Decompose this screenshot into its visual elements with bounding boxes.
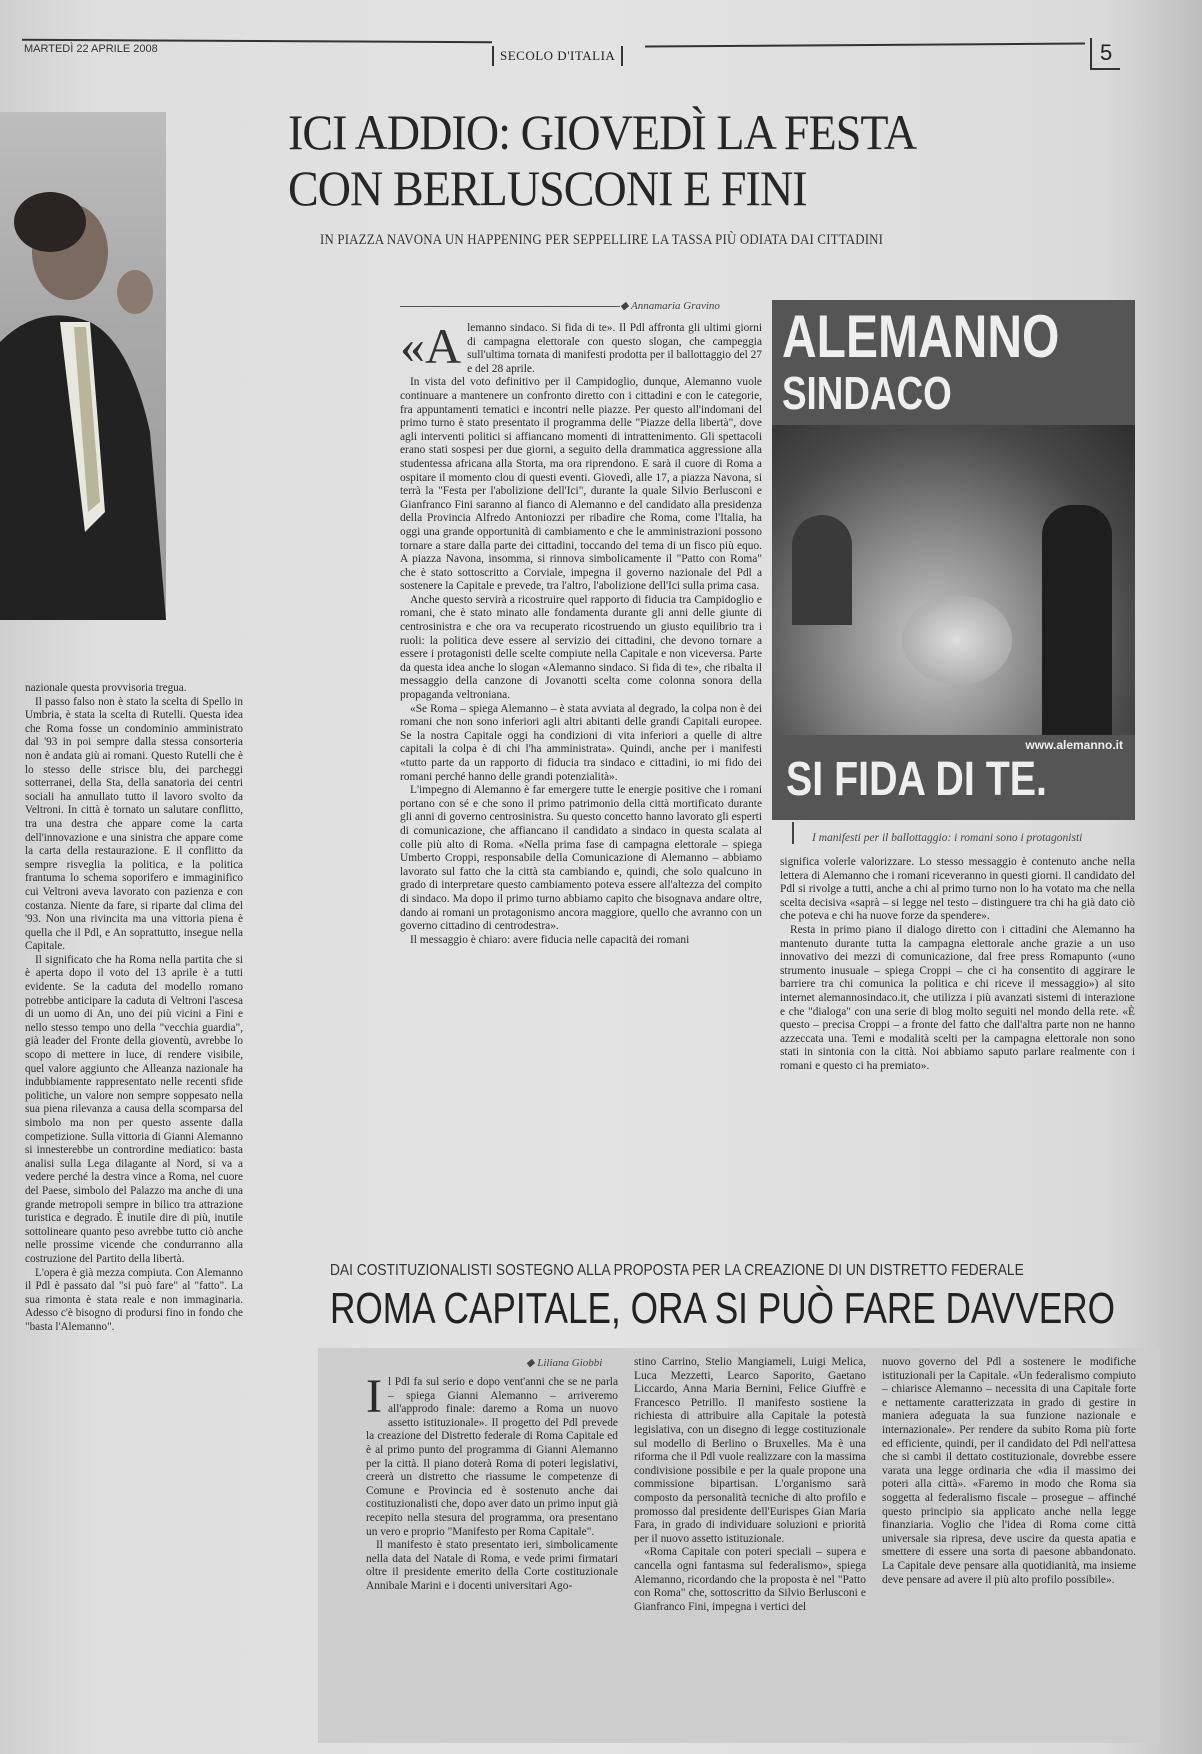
- paragraph: «Se Roma – spiega Alemanno – è stata avviata al degrado, la colpa non è dei romani che non sono inferiori agli altri abitanti delle grandi Capitali europee. Se la nostra Capitale oggi ha condizioni di vita inferiori a quelle di altre capitali la colpa è di chi l'ha amministrata». Quindi, anche per i manifesti «tutto parte da un rapporto di fiducia tra sindaco e cittadini, io mi fido dei romani perché hanno delle grandi potenzialità».: [400, 702, 762, 783]
- masthead-rule-right: [645, 42, 1085, 47]
- dropcap: I: [366, 1370, 382, 1423]
- poster-photo: [772, 425, 1135, 735]
- article1-column2: [780, 856, 1135, 1074]
- byline-rule: [400, 306, 620, 307]
- caption-bar: [792, 822, 794, 844]
- paragraph: Resta in primo piano il dialogo diretto con i cittadini che Alemanno ha mantenuto durante tutta la campagna elettorale anche grazie a un uso innovativo dei mezzi di comunicazione, dal free press Romapunto («uno strumento inusuale – spiega Croppi – che ci ha consentito di aggirare le barriere tra chi comunica la politica e chi riceve il messaggio») al sito internet alemannosindaco.it, che utilizza i più avanzati sistemi di interazione e che "dialoga" con una serie di blog molto seguiti nel mondo della rete. «È questo – precisa Croppi – a fronte del fatto che dall'altra parte non ne hanno azzeccata una. Temi e modalità scelti per la campagna elettorale non sono stati in sintonia con la città. Noi abbiamo saputo parlare realmente con i romani e questo ci ha premiato».: [780, 923, 1135, 1072]
- paragraph: L'impegno di Alemanno è far emergere tutte le energie positive che i romani portano con sé e che sono il primo patrimonio della città mortificato durante gli anni di governo centrosinistra. Su questo concetto hanno lavorato gli esperti di comunicazione, che affiancano il candidato a sindaco in questa scalata al colle più alto di Roma. «Nella prima fase di campagna elettorale – spiega Umberto Croppi, responsabile della Comunicazione di Alemanno – abbiamo lavorato sul fatto che la città sta cambiando e, quindi, che solo qualcuno in grado di interpretare questo cambiamento poteva essere all'altezza del compito di sindaco. Ma dopo il primo turno abbiamo capito che bisognava andare oltre, dando ai romani un protagonismo ancora maggiore, quello che avranno con un governo cittadino di centrodestra».: [400, 784, 762, 933]
- article1-column1: [400, 318, 762, 947]
- left-column-article: [25, 682, 243, 1335]
- article2-kicker: DAI COSTITUZIONALISTI SOSTEGNO ALLA PROPOSTA PER LA CREAZIONE DI UN DISTRETTO FEDERALE: [330, 1262, 1024, 1279]
- paragraph: significa volerle valorizzare. Lo stesso messaggio è contenuto anche nella lettera di Alemanno che i romani riceveranno in questi giorni. Il candidato del Pdl si rivolge a tutti, anche a chi al primo turno non lo ha votato ma che nella scelta decisiva «saprà – si legge nel testo – distinguere tra chi ha già dato ciò che poteva e chi ha nuove forze da spendere».: [780, 856, 1135, 923]
- paragraph: l Pdl fa sul serio e dopo vent'anni che se ne parla – spiega Gianni Alemanno – arriveremo all'approdo finale: daremo a Roma un nuovo assetto istituzionale». Il progetto del Pdl prevede la creazione del Distretto federale di Roma Capitale ed è al primo punto del programma di Gianni Alemanno per la città. Il piano doterà Roma di poteri legislativi, creerà un distretto che riassume le competenze di Comune e Provincia ed è sostenuto anche dai costituzionalisti che, dopo aver dato un primo input già recepito nella stesura del programma, ora presentano un vero e proprio "Manifesto per Roma Capitale".: [366, 1376, 618, 1538]
- main-subhead: IN PIAZZA NAVONA UN HAPPENING PER SEPPELLIRE LA TASSA PIÙ ODIATA DAI CITTADINI: [320, 232, 884, 248]
- byline-author: Annamaria Gravino: [631, 300, 720, 312]
- dropcap: «A: [400, 318, 462, 374]
- paragraph: Il manifesto è stato presentato ieri, simbolicamente nella data del Natale di Roma, e vede primi firmatari oltre il presidente emerito della Corte costituzionale Annibale Marini e i docenti universitari Ago-: [366, 1539, 618, 1592]
- paragraph: lemanno sindaco. Si fida di te». Il Pdl affronta gli ultimi giorni di campagna elettorale con questo slogan, che campeggia sull'ultima tornata di manifesti prodotta per il ballottaggio del 27 e del 28 aprile.: [467, 322, 762, 375]
- article2-column1: [366, 1370, 618, 1594]
- byline-author: Liliana Giobbi: [537, 1357, 603, 1369]
- paragraph: stino Carrino, Stelio Mangiameli, Luigi Melica, Luca Mezzetti, Learco Saporito, Gaetano Liccardo, Anna Maria Bernini, Felice Giuffrè e Francesco Petrillo. Il manifesto sostiene la richiesta di attribuire alla Capitale la potestà legislativa, con un disegno di legge costituzionale sul modello di Berlino o Bruxelles. Ma è una riforma che il Pdl vuole realizzare con la massima condivisione possibile e per la quale propone una commissione bipartisan. L'organismo sarà composto da personalità tecniche di alto profilo e promosso dal presidente dell'Eurispes Gian Maria Fara, in grado di individuare soluzioni e priorità per il nuovo assetto istituzionale.: [634, 1356, 866, 1545]
- candidate-figure: [1042, 505, 1112, 735]
- diamond-icon: ◆: [620, 300, 632, 312]
- main-headline-line1: ICI ADDIO: GIOVEDÌ LA FESTA: [288, 104, 917, 160]
- paragraph: Il messaggio è chiaro: avere fiducia nelle capacità dei romani: [410, 933, 690, 946]
- paragraph: In vista del voto definitivo per il Campidoglio, dunque, Alemanno vuole continuare a mantenere un confronto diretto con i cittadini e con le categorie, fra appuntamenti tematici e incontri nelle piazze. Per questo all'indomani del primo turno è stato presentato il programma delle "Piazze della libertà", dove agli interventi politici si affiancano momenti di intrattenimento. Gli spettacoli erano stati sospesi per due giorni, a seguito della drammatica aggressione alla studentessa africana alla Storta, ma ora riprendono. E sarà il cuore di Roma a ospitare il momento clou di questi eventi. Giovedì, alle 17, a piazza Navona, si terrà la "Festa per l'abolizione dell'Ici", durante la quale Silvio Berlusconi e Gianfranco Fini saranno al fianco di Alemanno e del candidato alla presidenza della Provincia Alfredo Antoniozzi per ribadire che Roma, come l'Italia, ha oggi una grande opportunità di cambiamento e che le amministrazioni possono tornare a stare dalla parte dei cittadini, toccando del tema di un fisco più equo. A piazza Navona, insomma, si rinnova simbolicamente il "Patto con Roma" che è stato sottoscritto a Corviale, impegna il governo nazionale del Pdl a sostenere la Capitale e prevede, tra l'altro, l'abolizione dell'Ici sulla prima casa.: [400, 376, 762, 593]
- paragraph: Anche questo servirà a ricostruire quel rapporto di fiducia tra Campidoglio e romani, che è stato minato alle fondamenta durante gli anni delle giunte di centrosinistra e che ora va recuperato ricostruendo un giusto equilibrio tra i ruoli: la politica deve essere al servizio dei cittadini, che devono tornare a essere i protagonisti delle scelte compiute nella Capitale e non viceversa. Parte da questa idea anche lo slogan «Alemanno sindaco. Si fida di te», che ribalta il messaggio della canzone di Jovanotti scelta come colonna sonora della propaganda veltroniana.: [400, 593, 762, 702]
- article1-byline: [620, 299, 720, 312]
- vendor-figure: [792, 515, 852, 625]
- poster-caption: I manifesti per il ballottaggio: i romani sono i protagonisti: [812, 832, 1083, 844]
- article2-column2: [634, 1356, 866, 1614]
- main-headline-line2: CON BERLUSCONI E FINI: [288, 160, 807, 216]
- article2-box: [318, 1348, 1160, 1743]
- poster-url: www.alemanno.it: [1025, 738, 1123, 752]
- poster-line1: ALEMANNO: [782, 303, 1060, 370]
- person-silhouette-icon: [0, 112, 166, 620]
- article2-headline: ROMA CAPITALE, ORA SI PUÒ FARE DAVVERO: [330, 1284, 1116, 1333]
- market-produce: [902, 595, 1012, 685]
- paragraph: nazionale questa provvisoria tregua.: [25, 682, 187, 694]
- article2-byline: [526, 1356, 602, 1369]
- masthead-paper-name: SECOLO D'ITALIA: [492, 46, 623, 66]
- poster-slogan: SI FIDA DI TE.: [786, 753, 1047, 806]
- paragraph: Il passo falso non è stato la scelta di Spello in Umbria, è stata la scelta di Rutelli. Questa idea che Roma fosse un condominio amministrato dal '93 in poi sempre dalla stessa consorteria non è andata giù ai romani. Questo Rutelli che è lo stesso delle strisce blu, dei parcheggi sotterranei, della Sta, della sanatoria dei centri sociali ha annullato tutto il lavoro svolto da Veltroni. In città è tornato un salutare conflitto, tra una destra che appare come la carta dell'innovazione e una sinistra che appare come la carta della restaurazione. E il conflitto da sempre risveglia la politica, e la politica frantuma lo schema soporifero e immaginifico cui Veltroni aveva lavorato con pazienza e con costanza. Niente da fare, si riparte dal clima del '93. Non una rivincita ma una vittoria piena è quella che il Pdl, e An soprattutto, insegue nella Capitale.: [25, 695, 243, 953]
- campaign-poster: [772, 300, 1135, 820]
- paragraph: «Roma Capitale con poteri speciali – supera e cancella ogni fantasma sul federalismo», spiega Alemanno, ricordando che la proposta è nel "Patto con Roma" che, sottoscritto da Silvio Berlusconi e Gianfranco Fini, impegna i vertici del: [634, 1546, 866, 1613]
- page-number: 5: [1090, 38, 1120, 70]
- paragraph: L'opera è già mezza compiuta. Con Alemanno il Pdl è passato dal "si può fare" al "fatto". La sua rimonta è stata reale e non immaginaria. Adesso c'è bisogno di prodursi fino in fondo che "basta l'Alemanno".: [25, 1266, 243, 1333]
- diamond-icon: ◆: [526, 1357, 538, 1369]
- poster-line2: SINDACO: [782, 367, 952, 419]
- article2-column3: [882, 1356, 1136, 1587]
- photo-politician: [0, 112, 166, 620]
- paragraph: Il significato che ha Roma nella partita che si è aperta dopo il voto del 13 aprile è a tutti evidente. Se la caduta del modello romano potrebbe anticipare la caduta di Veltroni l'ascesa di un uomo di An, uno dei più vicini a Fini e nello stesso tempo uno della "vecchia guardia", già leader del Fronte della gioventù, avrebbe lo scopo di mettere in luce, di rendere visibile, quel valore aggiunto che Alleanza nazionale ha indubbiamente rappresentato nelle recenti sfide politiche, un valore non sempre soppesato nella sua piena rilevanza a causa della scomparsa del simbolo ma non per questo assente dalla competizione. Sulla vittoria di Gianni Alemanno si innesterebbe un contrordine mediatico: basta analisi sulla Lega dilagante al Nord, si va a vedere perché la destra vince a Roma, nel cuore del Paese, simbolo del Palazzo ma anche di una grande metropoli sempre in bilico tra attrazione turistica e degrado. È inutile dire di più, inutile sottolineare quanto peso avrebbe tutto ciò anche nelle prossime vicende che condurranno alla costruzione del Partito della libertà.: [25, 953, 243, 1265]
- masthead-date: MARTEDÌ 22 APRILE 2008: [24, 43, 158, 55]
- paragraph: nuovo governo del Pdl a sostenere le modifiche istituzionali per la Capitale. «Un federalismo compiuto – chiarisce Alemanno – necessita di una Capitale forte e nettamente caratterizzata in grado di gestire in maniera adeguata la sua funzione nazionale e internazionale». Per rendere da subito Roma più forte ed efficiente, quindi, per il candidato del Pdl nell'attesa che si cambi il dettato costituzionale, dovrebbe essere varata una legge ordinaria che «dia il massimo dei poteri alla città». «Faremo in modo che Roma sia soggetta al federalismo fiscale – prosegue – affinché questo principio sia applicato anche nella legge finanziaria. Voglio che l'idea di Roma come città universale sia ripresa, deve uscire da questa apatia e smettere di essere una sorta di paesone abbandonato. La Capitale deve pensare alla quotidianità, ma insieme deve pensare ad avere il più alto profilo possibile».: [882, 1356, 1136, 1586]
